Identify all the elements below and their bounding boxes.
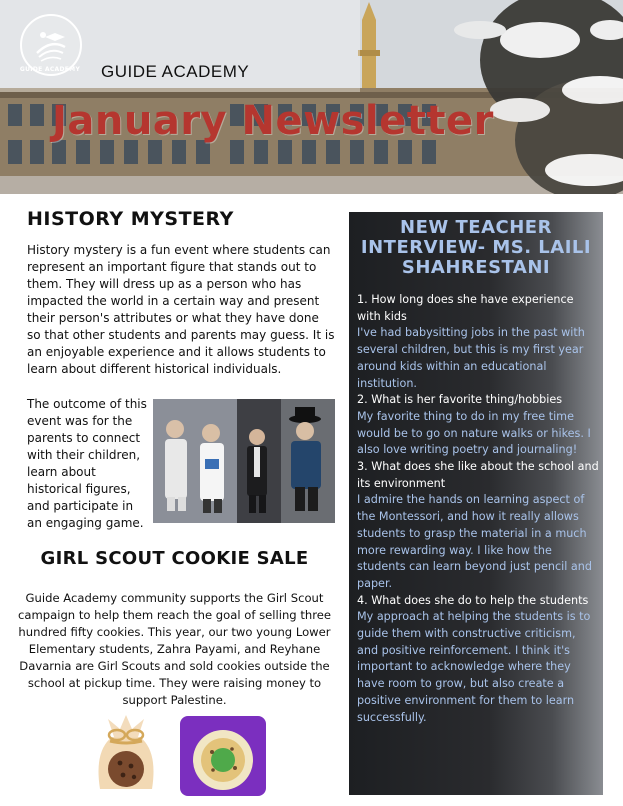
logo-label: GUIDE ACADEMY (19, 66, 81, 73)
girl-scout-cookie-sale-heading: GIRL SCOUT COOKIE SALE (40, 548, 309, 569)
interview-question: 3. What does she like about the school and its environment (357, 460, 599, 490)
interview-answer: My favorite thing to do in my free time would be to go on nature walks or hikes. I also love writing poetry and journaling! (357, 409, 591, 457)
interview-question: 2. What is her favorite thing/hobbies (357, 393, 563, 407)
teacher-interview-panel (349, 212, 603, 795)
interview-question: 4. What does she do to help the students (357, 593, 589, 607)
academy-name: GUIDE ACADEMY (101, 62, 250, 81)
teacher-interview-body (357, 292, 599, 726)
history-mystery-paragraph: History mystery is a fun event where students can represent an important figure that stands out to them. They will dress up as a person who has impacted the world in a certain way and present their person's attributes or what they have done so that other students and parents may guess. It is an enjoyable experience and it allows students to learn about different historical individuals. (27, 243, 335, 376)
girl-scout-cookie-sale-paragraph: Guide Academy community supports the Girl Scout campaign to help them reach the goal of selling three hundred fifty cookies. This year, our two young Lower Elementary students, Zahra Payami, and Reyhane Davarnia are Girl Scouts and sold cookies outside the school at pickup time. They were raising money to support Palestine. (17, 591, 332, 707)
interview-question: 1. How long does she have experience with kids (357, 293, 574, 323)
mosque-background-image (0, 0, 623, 194)
history-mystery-heading: HISTORY MYSTERY (27, 208, 234, 230)
girl-scout-cookies-logo (180, 716, 266, 796)
interview-answer: I've had babysitting jobs in the past with several children, but this is my first year around kids within an educational institution. (357, 326, 585, 390)
students-costumes-photo (153, 399, 335, 523)
newsletter-title: January Newsletter (52, 98, 494, 144)
header-banner (0, 0, 623, 194)
girl-scout-cookies-badge (180, 716, 266, 796)
logo-swoosh-icon (31, 25, 71, 65)
interview-answer: I admire the hands on learning aspect of the Montessori, and how it really allows students to grasp the material in a much more rewarding way. I like how the students can learn beyond just pencil and paper. (357, 493, 592, 590)
history-mystery-outcome-paragraph: The outcome of this event was for the parents to connect with their children, learn about historical figures, and participate in an engaging game. (27, 397, 147, 530)
interview-answer: My approach at helping the students is to guide them with constructive criticism, and positive reinforcement. I think it's important to acknowledge where they have room to grow, but also create a positive environment for them to learn successfully. (357, 610, 591, 724)
cookie-bag-icon (90, 711, 162, 795)
students-photo-illustration (153, 399, 335, 523)
teacher-interview-title: NEW TEACHER INTERVIEW- MS. LAILI SHAHRESTANI (360, 217, 592, 278)
